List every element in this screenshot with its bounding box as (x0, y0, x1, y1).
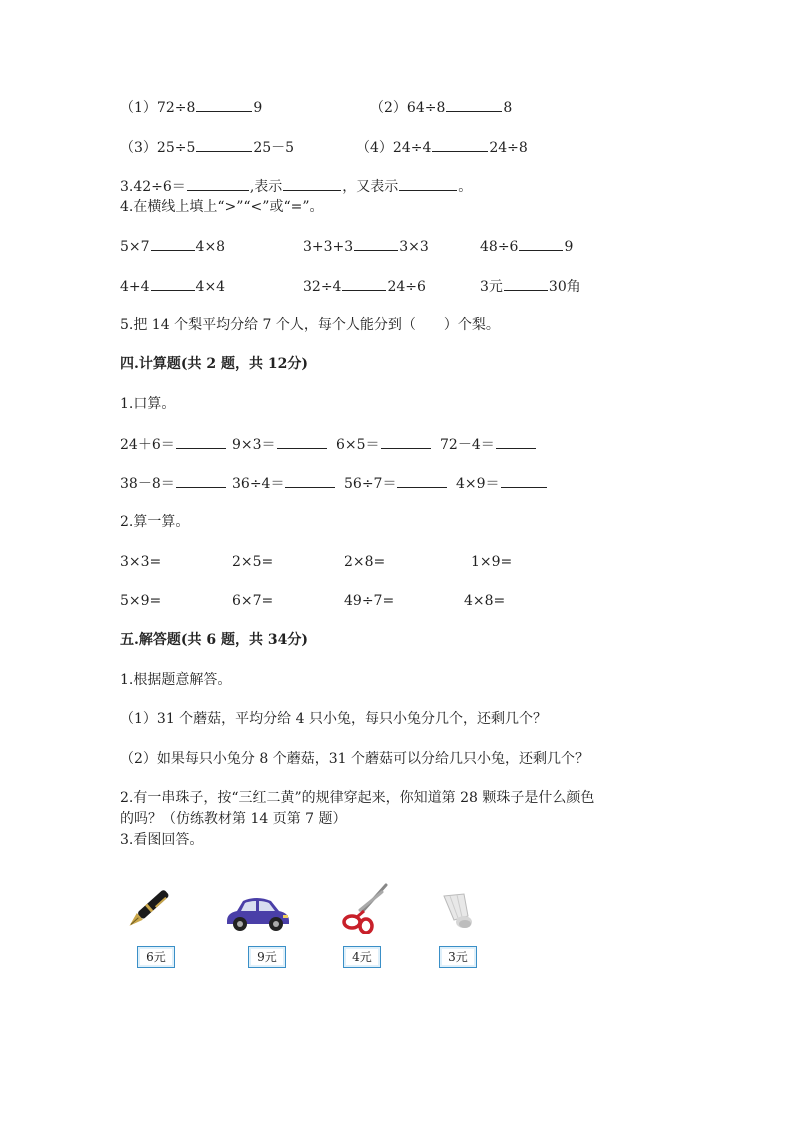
compare-4: 4+4 4×4 (120, 279, 226, 295)
mental-calc-item: 4×9＝ (456, 474, 548, 493)
scissors-icon (340, 882, 390, 934)
calc-item: 2×8= (344, 554, 386, 570)
calc-item: 4×8= (464, 593, 506, 609)
answer-blank[interactable] (501, 474, 547, 488)
mental-calc-row-1: 24＋6＝ (120, 435, 227, 454)
mental-calc-item: 36÷4＝ (232, 474, 336, 493)
mental-calc-item: 9×3＝ (232, 435, 328, 454)
answer-blank[interactable] (504, 277, 548, 291)
answer-blank[interactable] (151, 237, 195, 251)
calc-item: 2×5= (232, 554, 274, 570)
answer-blank[interactable] (397, 474, 447, 488)
section-4-title: 四.计算题(共 2 题，共 12分) (120, 356, 308, 372)
price-tag-scissors: 4元 (343, 946, 381, 968)
answer-blank[interactable] (196, 138, 252, 152)
answer-blank[interactable] (432, 138, 488, 152)
answer-blank[interactable] (446, 98, 502, 112)
section-5-title: 五.解答题(共 6 题，共 34分) (120, 632, 308, 648)
price-tag-shuttlecock: 3元 (439, 946, 477, 968)
compare-3: 48÷6 9 (480, 239, 574, 255)
answer-blank[interactable] (176, 474, 226, 488)
question-5: 5.把 14 个梨平均分给 7 个人，每个人能分到（ ）个梨。 (120, 317, 500, 333)
compare-1: 5×7 4×8 (120, 239, 226, 255)
q3-part1: （1）72÷8 9 (120, 100, 263, 116)
pen-icon (118, 884, 170, 940)
answer-blank[interactable] (277, 435, 327, 449)
answer-blank[interactable] (151, 277, 195, 291)
q3-part2: （2）64÷8 8 (370, 100, 513, 116)
section-5-q2-line1: 2.有一串珠子，按“三红二黄”的规律穿起来，你知道第 28 颗珠子是什么颜色 (120, 790, 595, 806)
section-5-q2-line2: 的吗？（仿练教材第 14 页第 7 题） (120, 811, 347, 827)
answer-blank[interactable] (399, 177, 457, 191)
compare-5: 32÷4 24÷6 (303, 279, 426, 295)
shuttlecock-icon (436, 890, 480, 934)
answer-blank[interactable] (354, 237, 398, 251)
answer-blank[interactable] (519, 237, 563, 251)
calc-item: 5×9= (120, 593, 162, 609)
answer-blank[interactable] (176, 435, 226, 449)
section-5-q1: 1.根据题意解答。 (120, 672, 232, 688)
car-icon (223, 893, 293, 933)
calc-item: 49÷7= (344, 593, 395, 609)
section-5-q1b: （2）如果每只小兔分 8 个蘑菇，31 个蘑菇可以分给几只小兔，还剩几个？ (120, 751, 589, 767)
calc-item: 1×9= (471, 554, 513, 570)
answer-blank[interactable] (283, 177, 341, 191)
question-4-title: 4.在横线上填上“>”“<”或“=”。 (120, 199, 324, 215)
mental-calc-row-2: 38－8＝ (120, 474, 227, 493)
section-5-q3: 3.看图回答。 (120, 832, 204, 848)
section-5-q1a: （1）31 个蘑菇，平均分给 4 只小兔，每只小兔分几个，还剩几个？ (120, 711, 547, 727)
section-4-q2: 2.算一算。 (120, 514, 190, 530)
answer-blank[interactable] (496, 435, 536, 449)
answer-blank[interactable] (196, 98, 252, 112)
compare-6: 3元 30角 (480, 279, 581, 295)
question-3-line: 3.42÷6＝ ,表示 ，又表示 。 (120, 179, 473, 195)
price-tag-car: 9元 (248, 946, 286, 968)
mental-calc-item: 56÷7＝ (344, 474, 448, 493)
section-4-q1: 1.口算。 (120, 396, 176, 412)
q3-part3: （3）25÷5 25－5 (120, 140, 295, 156)
mental-calc-item: 72－4＝ (440, 435, 537, 454)
calc-item: 6×7= (232, 593, 274, 609)
answer-blank[interactable] (285, 474, 335, 488)
answer-blank[interactable] (187, 177, 249, 191)
price-tag-pen: 6元 (137, 946, 175, 968)
q3-part4: （4）24÷4 24÷8 (356, 140, 528, 156)
mental-calc-item: 6×5＝ (336, 435, 432, 454)
answer-blank[interactable] (381, 435, 431, 449)
calc-item: 3×3= (120, 554, 162, 570)
answer-blank[interactable] (342, 277, 386, 291)
compare-2: 3+3+3 3×3 (303, 239, 429, 255)
